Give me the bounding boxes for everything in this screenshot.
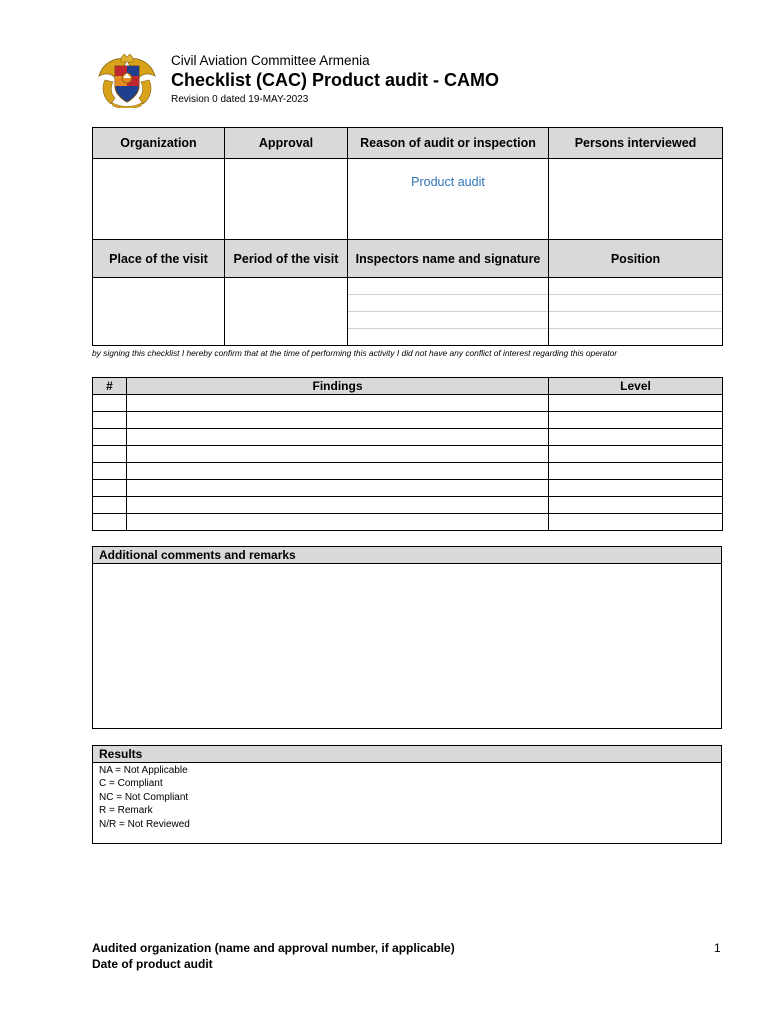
- reason-cell[interactable]: [348, 159, 549, 240]
- reason-header: Reason of audit or inspection: [348, 128, 549, 159]
- finding-cell[interactable]: [127, 446, 549, 463]
- armenian-coat-of-arms-icon: [97, 54, 157, 108]
- persons-interviewed-header: Persons interviewed: [549, 128, 723, 159]
- list-item: C = Compliant: [99, 778, 163, 790]
- level-cell[interactable]: [549, 412, 723, 429]
- place-cell[interactable]: [93, 278, 225, 346]
- organization-header: Organization: [93, 128, 225, 159]
- findings-header: Findings: [127, 378, 549, 395]
- table-row: [93, 480, 723, 497]
- level-cell[interactable]: [549, 514, 723, 531]
- number-cell[interactable]: [93, 395, 127, 412]
- finding-cell[interactable]: [127, 514, 549, 531]
- comments-box: [92, 546, 722, 729]
- comments-header: Additional comments and remarks: [93, 547, 721, 564]
- place-header: Place of the visit: [93, 240, 225, 278]
- conflict-of-interest-note: by signing this checklist I hereby confirm that at the time of performing this activity I did not have any conflict of interest regarding this operator: [92, 348, 618, 358]
- finding-cell[interactable]: [127, 497, 549, 514]
- table-row: [93, 446, 723, 463]
- inspectors-header: Inspectors name and signature: [348, 240, 549, 278]
- table-row: [93, 497, 723, 514]
- period-header: Period of the visit: [225, 240, 348, 278]
- number-cell[interactable]: [93, 463, 127, 480]
- list-item: NC = Not Compliant: [99, 791, 189, 803]
- table-row: [93, 412, 723, 429]
- persons-interviewed-cell[interactable]: [549, 159, 723, 240]
- findings-table: [92, 377, 723, 531]
- organization-cell[interactable]: [93, 159, 225, 240]
- inspectors-cell[interactable]: [348, 278, 549, 346]
- comments-area[interactable]: [93, 564, 721, 728]
- period-cell[interactable]: [225, 278, 348, 346]
- number-cell[interactable]: [93, 446, 127, 463]
- finding-cell[interactable]: [127, 429, 549, 446]
- reason-value: Product audit: [411, 175, 485, 189]
- table-row: [93, 395, 723, 412]
- number-cell[interactable]: [93, 480, 127, 497]
- level-cell[interactable]: [549, 463, 723, 480]
- table-row: [93, 463, 723, 480]
- level-header: Level: [549, 378, 723, 395]
- level-cell[interactable]: [549, 480, 723, 497]
- number-cell[interactable]: [93, 412, 127, 429]
- finding-cell[interactable]: [127, 395, 549, 412]
- approval-cell[interactable]: [225, 159, 348, 240]
- revision-info: Revision 0 dated 19-MAY-2023: [171, 94, 309, 105]
- finding-cell[interactable]: [127, 480, 549, 497]
- footer-audit-date: Date of product audit: [92, 957, 213, 971]
- finding-cell[interactable]: [127, 412, 549, 429]
- results-legend: [93, 763, 721, 831]
- list-item: R = Remark: [99, 805, 153, 817]
- position-cell[interactable]: [549, 278, 723, 346]
- level-cell[interactable]: [549, 446, 723, 463]
- organization-name: Civil Aviation Committee Armenia: [171, 53, 370, 68]
- level-cell[interactable]: [549, 395, 723, 412]
- level-cell[interactable]: [549, 429, 723, 446]
- page-number: 1: [714, 941, 721, 955]
- number-cell[interactable]: [93, 514, 127, 531]
- document-title: Checklist (CAC) Product audit - CAMO: [171, 70, 500, 90]
- list-item: NA = Not Applicable: [99, 765, 188, 776]
- finding-cell[interactable]: [127, 463, 549, 480]
- position-header: Position: [549, 240, 723, 278]
- results-box: [92, 745, 722, 844]
- number-header: #: [93, 378, 127, 395]
- table-row: [93, 514, 723, 531]
- footer-audited-organization: Audited organization (name and approval number, if applicable): [92, 941, 455, 955]
- list-item: N/R = Not Reviewed: [99, 818, 190, 830]
- approval-header: Approval: [225, 128, 348, 159]
- results-header: Results: [93, 746, 721, 763]
- table-row: [93, 429, 723, 446]
- audit-info-table: [92, 127, 723, 346]
- number-cell[interactable]: [93, 429, 127, 446]
- number-cell[interactable]: [93, 497, 127, 514]
- level-cell[interactable]: [549, 497, 723, 514]
